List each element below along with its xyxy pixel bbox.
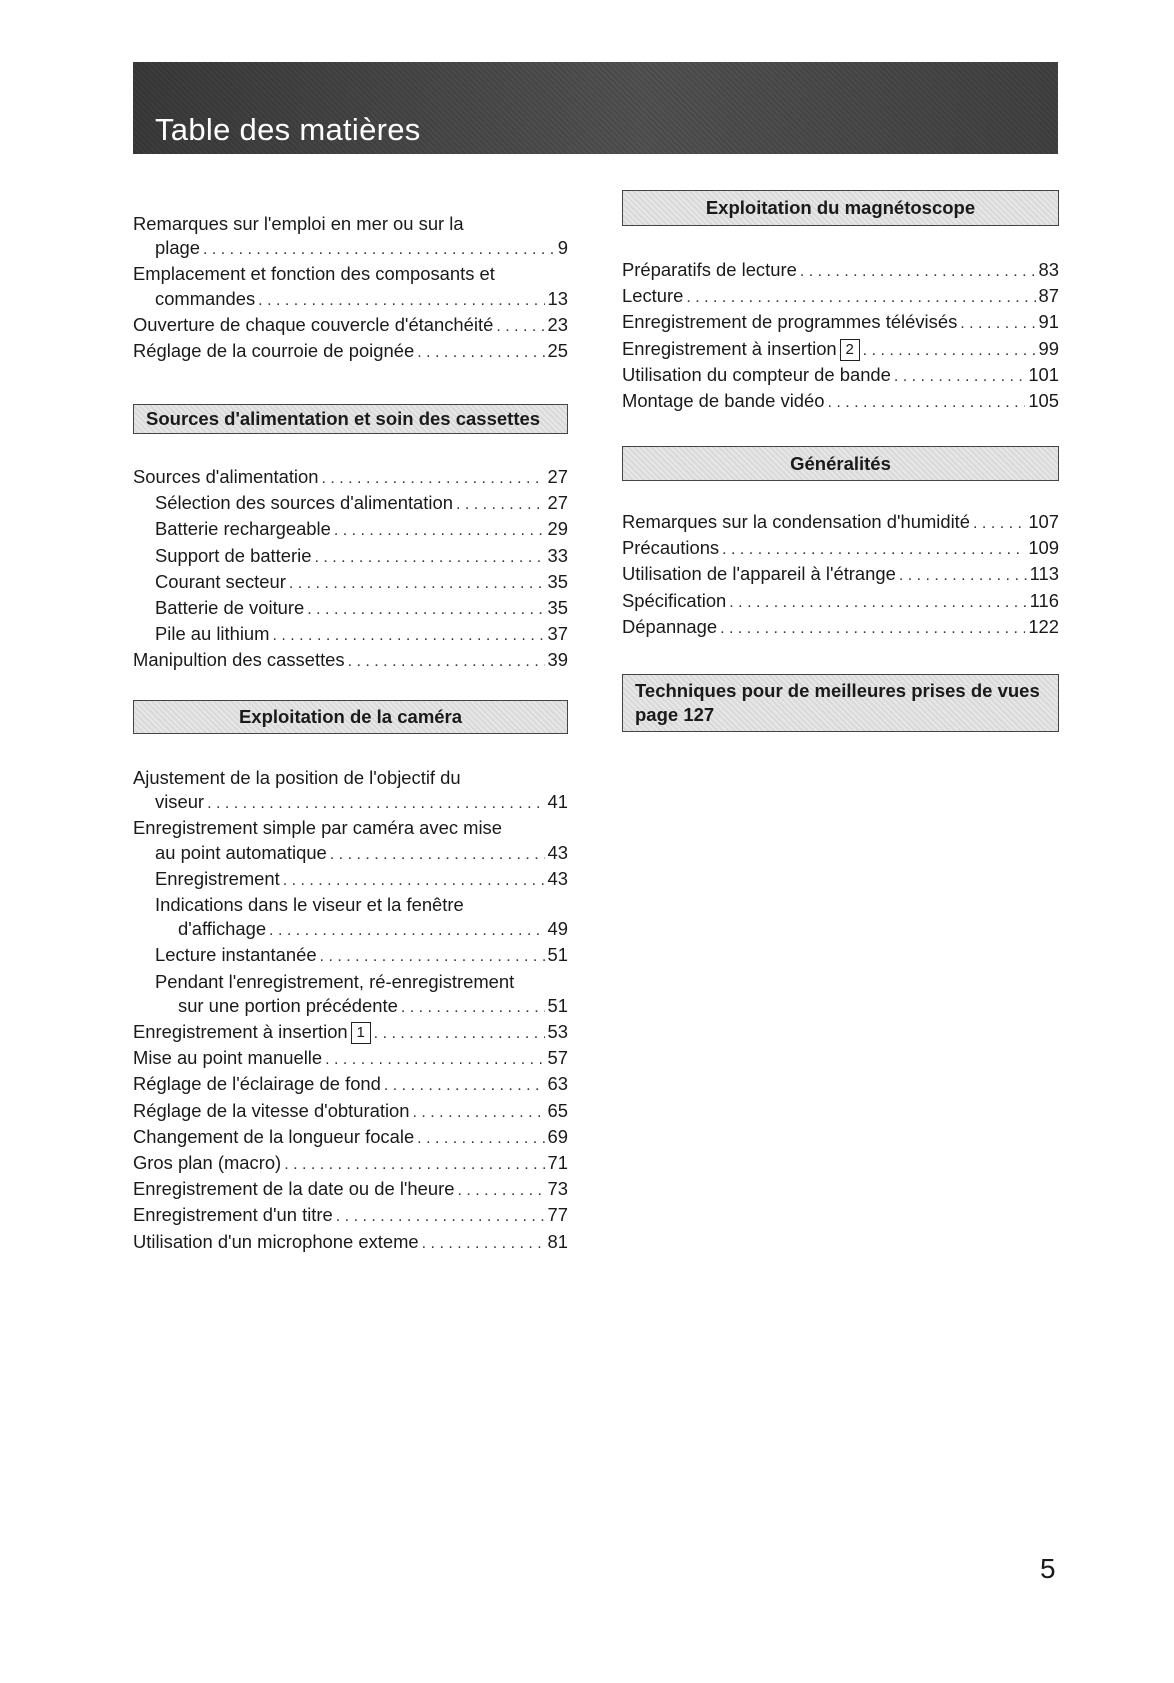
toc-entry[interactable]	[133, 816, 568, 866]
insert-mode-badge: 1	[351, 1022, 371, 1044]
toc-page-number: 109	[1028, 537, 1059, 559]
toc-entry-label: Utilisation d'un microphone exteme	[133, 1230, 419, 1252]
toc-entry[interactable]	[133, 1151, 568, 1177]
toc-page-number: 63	[547, 1073, 568, 1095]
toc-page-number: 71	[547, 1152, 568, 1174]
toc-entry-label: Montage de bande vidéo	[622, 390, 825, 412]
toc-entry-label: viseur	[155, 791, 205, 813]
toc-entry-label: Réglage de la courroie de poignée	[133, 340, 415, 362]
toc-page-number: 33	[547, 544, 568, 566]
toc-entry[interactable]	[133, 970, 568, 1020]
toc-entry[interactable]	[622, 510, 1059, 536]
toc-entry[interactable]	[133, 943, 568, 969]
toc-page-number: 43	[547, 841, 568, 863]
toc-entry-label: plage	[155, 237, 200, 259]
toc-page-number: 27	[547, 466, 568, 487]
toc-page-number: 35	[547, 597, 568, 619]
toc-page-number: 122	[1028, 615, 1059, 637]
camera-list	[133, 766, 568, 1256]
toc-entry-label: Enregistrement à insertion	[133, 1021, 348, 1043]
toc-page-number: 116	[1029, 589, 1059, 611]
toc-entry-label: Dépannage	[622, 615, 718, 637]
toc-entry[interactable]	[133, 893, 568, 943]
toc-entry[interactable]	[622, 363, 1059, 389]
toc-entry-label: Réglage de l'éclairage de fond	[133, 1073, 381, 1095]
toc-entry-label: Enregistrement d'un titre	[133, 1204, 333, 1226]
toc-entry-label: Batterie rechargeable	[155, 518, 331, 540]
toc-page-number: 105	[1028, 390, 1059, 412]
section-heading-general	[622, 446, 1059, 481]
toc-entry-label: Préparatifs de lecture	[622, 259, 797, 280]
toc-page-number: 27	[547, 492, 568, 514]
toc-entry[interactable]	[133, 570, 568, 596]
toc-page-number: 87	[1038, 285, 1059, 307]
toc-entry-line: Remarques sur l'emploi en mer ou sur la	[133, 213, 464, 234]
toc-entry-label: Enregistrement	[155, 867, 280, 889]
toc-page-number: 39	[547, 649, 568, 671]
toc-entry-label: Lecture	[622, 285, 684, 307]
toc-entry-label: au point automatique	[155, 841, 327, 863]
toc-entry-line: Enregistrement simple par caméra avec mise	[133, 817, 502, 839]
toc-entry-label: Manipultion des cassettes	[133, 649, 345, 671]
toc-entry-label: Gros plan (macro)	[133, 1152, 282, 1174]
intro-list	[133, 212, 568, 365]
section-heading-vcr	[622, 190, 1059, 226]
toc-entry[interactable]	[133, 1046, 568, 1072]
toc-entry[interactable]	[133, 1072, 568, 1098]
toc-page-number: 43	[547, 867, 568, 889]
toc-page-number: 91	[1038, 311, 1059, 333]
toc-entry-label: Remarques sur la condensation d'humidité	[622, 511, 971, 532]
toc-page-number: 13	[547, 287, 568, 309]
toc-page-number: 53	[547, 1021, 568, 1043]
toc-entry-label: Enregistrement à insertion	[622, 337, 837, 359]
toc-page-number: 113	[1029, 563, 1059, 585]
toc-entry-label: Support de batterie	[155, 544, 312, 566]
toc-entry-label: Enregistrement de programmes télévisés	[622, 311, 958, 333]
toc-entry[interactable]	[133, 339, 568, 365]
section-heading-text: Généralités	[790, 452, 891, 474]
toc-page-number: 41	[547, 791, 568, 813]
toc-page-number: 107	[1028, 511, 1059, 532]
toc-entry[interactable]	[622, 589, 1059, 615]
insert-mode-badge: 2	[840, 339, 860, 361]
toc-entry[interactable]	[622, 536, 1059, 562]
toc-entry-label: Changement de la longueur focale	[133, 1125, 415, 1147]
toc-entry[interactable]	[622, 284, 1059, 310]
section-heading-power	[133, 404, 568, 434]
toc-entry[interactable]	[133, 622, 568, 648]
toc-page-number: 29	[547, 518, 568, 540]
toc-entry[interactable]	[133, 1230, 568, 1256]
toc-entry-label: Réglage de la vitesse d'obturation	[133, 1099, 410, 1121]
section-heading-text: Exploitation de la caméra	[238, 706, 463, 727]
toc-entry[interactable]	[622, 310, 1059, 336]
toc-entry-label: Utilisation de l'appareil à l'étrange	[622, 563, 896, 585]
page-title: Table des matières	[155, 112, 421, 147]
toc-entry[interactable]	[133, 596, 568, 622]
toc-page-number: 49	[547, 918, 568, 940]
toc-entry-line: Pendant l'enregistrement, ré-enregistrement	[155, 970, 515, 992]
toc-entry[interactable]	[622, 389, 1059, 415]
toc-page-number: 51	[547, 994, 568, 1016]
toc-entry-label: Ouverture de chaque couvercle d'étanchéité	[133, 313, 494, 335]
toc-page-number: 73	[547, 1178, 568, 1200]
toc-entry[interactable]	[133, 212, 568, 262]
toc-entry-label: Précautions	[622, 537, 720, 559]
toc-entry-line: Indications dans le viseur et la fenêtre	[155, 894, 464, 916]
toc-entry[interactable]	[133, 648, 568, 674]
toc-entry-label: Courant secteur	[155, 570, 286, 592]
toc-entry-label: sur une portion précédente	[178, 994, 398, 1016]
toc-page-number: 51	[547, 944, 568, 966]
toc-entry-line: Ajustement de la position de l'objectif du	[133, 767, 461, 788]
toc-entry-label: Sources d'alimentation	[133, 466, 319, 487]
toc-page-number: 25	[547, 340, 568, 362]
toc-entry-label: d'affichage	[178, 918, 267, 940]
toc-page-number: 9	[557, 237, 568, 259]
toc-entry[interactable]	[133, 1099, 568, 1125]
toc-entry[interactable]	[133, 1125, 568, 1151]
toc-entry[interactable]	[133, 1203, 568, 1229]
toc-entry-label: Lecture instantanée	[155, 944, 317, 966]
page-number: 5	[1040, 1553, 1056, 1584]
toc-entry-line: Emplacement et fonction des composants et	[133, 263, 495, 285]
section-heading-text: Sources d'alimentation et soin des cassettes	[146, 408, 541, 429]
toc-page-number: 81	[547, 1230, 568, 1252]
toc-entry[interactable]	[622, 258, 1059, 284]
toc-entry[interactable]	[133, 1020, 568, 1046]
toc-entry-label: Utilisation du compteur de bande	[622, 363, 891, 385]
tips-title: Techniques pour de meilleures prises de vues	[635, 680, 1040, 701]
toc-entry[interactable]	[622, 337, 1059, 363]
toc-entry-label: Pile au lithium	[155, 623, 270, 645]
toc-entry[interactable]	[133, 491, 568, 517]
toc-page-number: 65	[547, 1099, 568, 1121]
toc-entry[interactable]	[133, 465, 568, 491]
toc-entry[interactable]	[133, 766, 568, 816]
power-list	[133, 465, 568, 675]
toc-entry[interactable]	[133, 867, 568, 893]
toc-page-number: 57	[547, 1047, 568, 1069]
toc-page-number: 101	[1028, 363, 1059, 385]
toc-page-number: 77	[547, 1204, 568, 1226]
toc-entry[interactable]	[133, 262, 568, 312]
tips-page-ref: page 127	[635, 704, 715, 725]
toc-entry[interactable]	[133, 313, 568, 339]
toc-page-number: 37	[547, 623, 568, 645]
toc-entry-label: Enregistrement de la date ou de l'heure	[133, 1178, 455, 1200]
tips-box[interactable]	[622, 674, 1059, 732]
section-heading-text: Exploitation du magnétoscope	[705, 197, 976, 218]
toc-entry-label: Batterie de voiture	[155, 597, 305, 619]
toc-page-number: 35	[547, 570, 568, 592]
toc-entry[interactable]	[133, 1177, 568, 1203]
toc-entry-label: commandes	[155, 287, 256, 309]
toc-entry-label: Mise au point manuelle	[133, 1047, 323, 1069]
toc-entry[interactable]	[133, 544, 568, 570]
title-banner	[133, 62, 1058, 154]
toc-entry-label: Spécification	[622, 589, 727, 611]
toc-page-number: 23	[547, 313, 568, 335]
toc-entry-label: Sélection des sources d'alimentation	[155, 492, 453, 514]
toc-page-number: 83	[1038, 259, 1059, 280]
vcr-list	[622, 258, 1059, 415]
toc-entry[interactable]	[622, 562, 1059, 588]
toc-page-number: 99	[1038, 337, 1059, 359]
toc-entry[interactable]	[133, 517, 568, 543]
general-list	[622, 510, 1059, 641]
section-heading-camera	[133, 700, 568, 734]
toc-page-number: 69	[547, 1125, 568, 1147]
toc-entry[interactable]	[622, 615, 1059, 641]
